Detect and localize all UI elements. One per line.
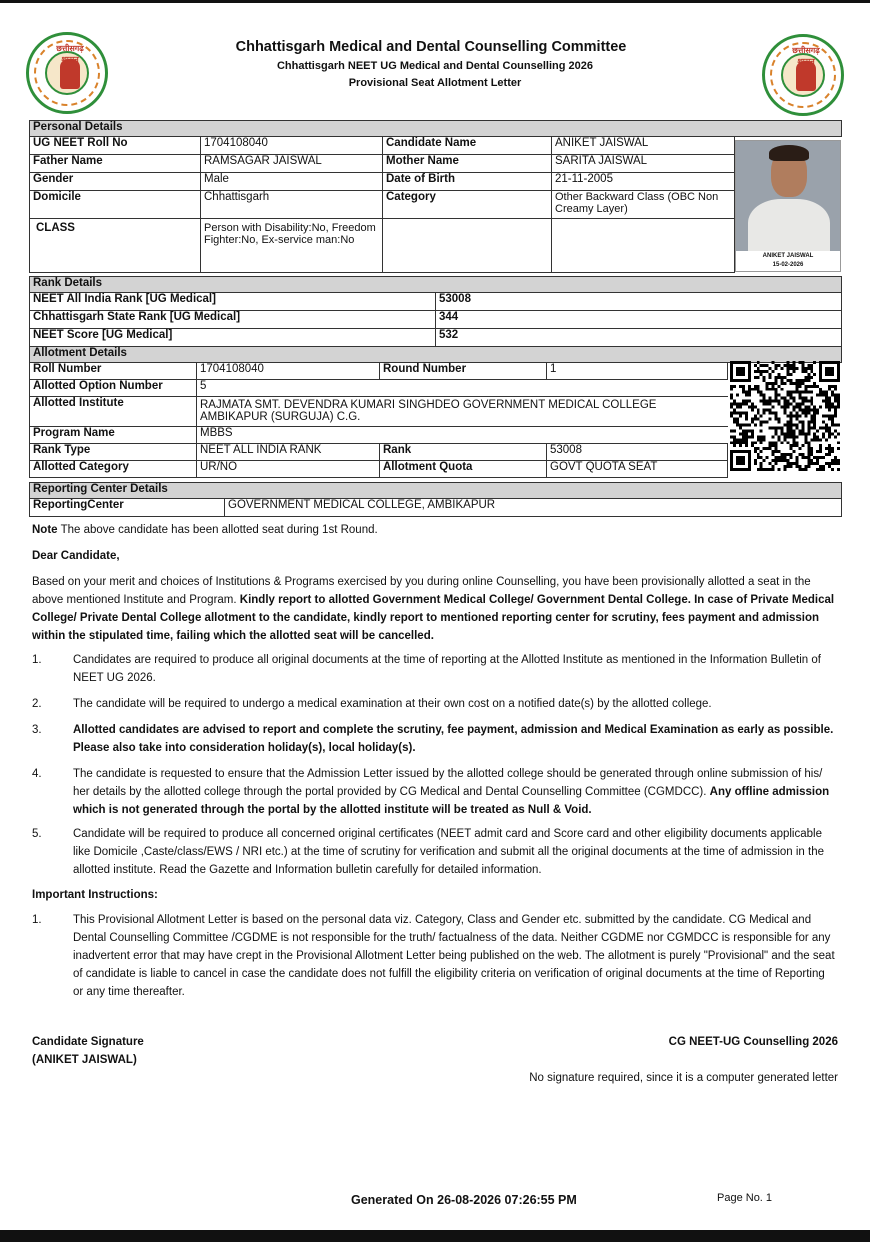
allotted-institute-value: RAJMATA SMT. DEVENDRA KUMARI SINGHDEO GOVERNMENT MEDICAL COLLEGE AMBIKAPUR (SURGUJA) C.G. bbox=[197, 397, 728, 427]
no-signature-note: No signature required, since it is a computer generated letter bbox=[529, 1072, 838, 1084]
program-name-value: MBBS bbox=[197, 427, 728, 444]
note-line: Note The above candidate has been allotted seat during 1st Round. bbox=[32, 524, 378, 536]
section-rank-details: Rank Details bbox=[30, 277, 842, 293]
section-reporting-center: Reporting Center Details bbox=[30, 483, 842, 499]
roll-no-label: UG NEET Roll No bbox=[30, 137, 201, 155]
mother-name-value: SARITA JAISWAL bbox=[552, 155, 735, 173]
option-number-value: 5 bbox=[197, 380, 728, 397]
candidate-name-value: ANIKET JAISWAL bbox=[552, 137, 735, 155]
personal-details-table bbox=[29, 120, 842, 273]
rank-type-label: Rank Type bbox=[30, 444, 197, 461]
state-rank-value: 344 bbox=[436, 311, 842, 329]
photo-date: 15-02-2026 bbox=[772, 262, 804, 268]
rank-label: Rank bbox=[380, 444, 547, 461]
class-label: CLASS bbox=[30, 219, 201, 273]
letter-title: Provisional Seat Allotment Letter bbox=[348, 77, 522, 89]
reporting-center-table bbox=[29, 482, 842, 517]
father-name-value: RAMSAGAR JAISWAL bbox=[201, 155, 383, 173]
section-personal-details: Personal Details bbox=[30, 121, 842, 137]
candidate-name-label: Candidate Name bbox=[383, 137, 552, 155]
candidate-signature-name: (ANIKET JAISWAL) bbox=[32, 1054, 137, 1066]
candidate-photo bbox=[735, 140, 841, 272]
category-value: Other Backward Class (OBC Non Creamy Layer) bbox=[552, 191, 735, 219]
intro-paragraph: Based on your merit and choices of Institutions & Programs exercised by you during online Counselling, you have been provisionally allotted a seat in the above mentioned Institute and Program. Kindly report to allotted Government Medical College/ Government Dental College. In case of Private Medical College/ Private Dental College allotment to the candidate, kindly report to mentioned reporting center for scrutiny, fees payment and admission within the stipulated time, failing which the allotted seat will be cancelled. bbox=[32, 576, 835, 642]
section-allotment-details: Allotment Details bbox=[30, 347, 842, 363]
page-number: Page No. 1 bbox=[717, 1192, 773, 1204]
domicile-label: Domicile bbox=[30, 191, 201, 219]
mother-name-label: Mother Name bbox=[383, 155, 552, 173]
cg-seal-right: छत्तीसगढ़ शासन bbox=[762, 34, 844, 116]
domicile-value: Chhattisgarh bbox=[201, 191, 383, 219]
air-value: 53008 bbox=[436, 293, 842, 311]
generated-timestamp: Generated On 26-08-2026 07:26:55 PM bbox=[351, 1193, 577, 1207]
reporting-center-label: ReportingCenter bbox=[30, 499, 225, 517]
rank-type-value: NEET ALL INDIA RANK bbox=[197, 444, 380, 461]
rank-details-table bbox=[29, 276, 842, 347]
dob-label: Date of Birth bbox=[383, 173, 552, 191]
allotted-institute-label: Allotted Institute bbox=[30, 397, 197, 427]
allotted-category-label: Allotted Category bbox=[30, 461, 197, 478]
counselling-subtitle: Chhattisgarh NEET UG Medical and Dental Counselling 2026 bbox=[276, 60, 593, 72]
photo-name: ANIKET JAISWAL bbox=[762, 253, 814, 259]
category-label: Category bbox=[383, 191, 552, 219]
dob-value: 21-11-2005 bbox=[552, 173, 735, 191]
air-label: NEET All India Rank [UG Medical] bbox=[30, 293, 436, 311]
important-instructions-heading: Important Instructions: bbox=[32, 889, 158, 901]
dear-candidate: Dear Candidate, bbox=[32, 550, 120, 562]
bottom-border bbox=[0, 1230, 870, 1242]
state-rank-label: Chhattisgarh State Rank [UG Medical] bbox=[30, 311, 436, 329]
option-number-label: Allotted Option Number bbox=[30, 380, 197, 397]
roll-number-value: 1704108040 bbox=[197, 363, 380, 380]
program-name-label: Program Name bbox=[30, 427, 197, 444]
neet-score-value: 532 bbox=[436, 329, 842, 347]
candidate-signature-label: Candidate Signature bbox=[32, 1036, 144, 1048]
roll-number-label: Roll Number bbox=[30, 363, 197, 380]
committee-title: Chhattisgarh Medical and Dental Counselling Committee bbox=[235, 39, 627, 55]
neet-score-label: NEET Score [UG Medical] bbox=[30, 329, 436, 347]
round-number-label: Round Number bbox=[380, 363, 547, 380]
round-number-value: 1 bbox=[547, 363, 728, 380]
allotted-category-value: UR/NO bbox=[197, 461, 380, 478]
class-value: Person with Disability:No, Freedom Fighter:No, Ex-service man:No bbox=[201, 219, 383, 273]
roll-no-value: 1704108040 bbox=[201, 137, 383, 155]
allotment-quota-label: Allotment Quota bbox=[380, 461, 547, 478]
allotment-details-table bbox=[29, 346, 842, 478]
cg-seal-left: छत्तीसगढ़ शासन bbox=[26, 32, 108, 114]
gender-value: Male bbox=[201, 173, 383, 191]
rank-value: 53008 bbox=[547, 444, 728, 461]
allotment-quota-value: GOVT QUOTA SEAT bbox=[547, 461, 728, 478]
father-name-label: Father Name bbox=[30, 155, 201, 173]
gender-label: Gender bbox=[30, 173, 201, 191]
reporting-center-value: GOVERNMENT MEDICAL COLLEGE, AMBIKAPUR bbox=[225, 499, 842, 517]
counselling-footer-title: CG NEET-UG Counselling 2026 bbox=[668, 1036, 838, 1048]
qr-code bbox=[730, 361, 840, 471]
top-border bbox=[0, 0, 870, 3]
